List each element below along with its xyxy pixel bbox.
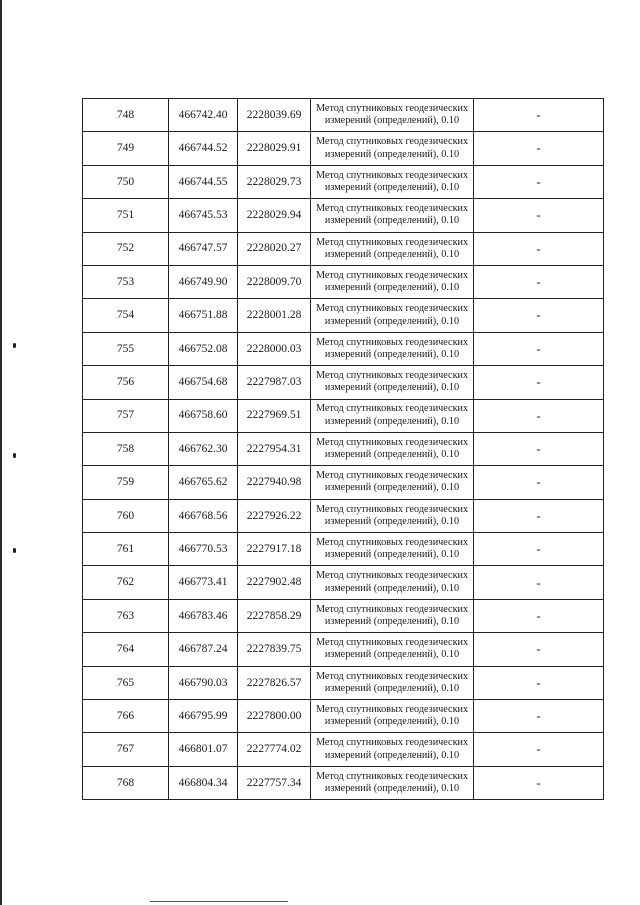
- point-number-cell: 766: [83, 700, 169, 733]
- y-coordinate-cell: 2227969.51: [238, 399, 311, 432]
- point-number-cell: 758: [83, 432, 169, 465]
- y-coordinate-cell: 2227902.48: [238, 566, 311, 599]
- table-row: [83, 165, 604, 198]
- description-cell: -: [474, 132, 604, 165]
- table-row: [83, 299, 604, 332]
- table-row: [83, 132, 604, 165]
- y-coordinate-cell: 2227858.29: [238, 599, 311, 632]
- table-row: [83, 332, 604, 365]
- x-coordinate-cell: 466773.41: [169, 566, 238, 599]
- x-coordinate-cell: 466747.57: [169, 232, 238, 265]
- description-cell: -: [474, 733, 604, 766]
- method-cell: Метод спутниковых геодезических измерений (определений), 0.10: [311, 199, 474, 232]
- x-coordinate-cell: 466744.52: [169, 132, 238, 165]
- method-cell: Метод спутниковых геодезических измерений (определений), 0.10: [311, 633, 474, 666]
- y-coordinate-cell: 2227917.18: [238, 533, 311, 566]
- method-cell: Метод спутниковых геодезических измерений (определений), 0.10: [311, 399, 474, 432]
- y-coordinate-cell: 2228020.27: [238, 232, 311, 265]
- y-coordinate-cell: 2227774.02: [238, 733, 311, 766]
- x-coordinate-cell: 466762.30: [169, 432, 238, 465]
- method-cell: Метод спутниковых геодезических измерений (определений), 0.10: [311, 599, 474, 632]
- y-coordinate-cell: 2227800.00: [238, 700, 311, 733]
- point-number-cell: 763: [83, 599, 169, 632]
- point-number-cell: 753: [83, 265, 169, 298]
- table-row: [83, 533, 604, 566]
- description-cell: -: [474, 533, 604, 566]
- y-coordinate-cell: 2227940.98: [238, 466, 311, 499]
- x-coordinate-cell: 466758.60: [169, 399, 238, 432]
- footer-line: [150, 901, 288, 902]
- point-number-cell: 750: [83, 165, 169, 198]
- table-row: [83, 99, 604, 132]
- table-row: [83, 666, 604, 699]
- x-coordinate-cell: 466745.53: [169, 199, 238, 232]
- point-number-cell: 751: [83, 199, 169, 232]
- y-coordinate-cell: 2227757.34: [238, 766, 311, 799]
- description-cell: -: [474, 633, 604, 666]
- description-cell: -: [474, 265, 604, 298]
- y-coordinate-cell: 2228009.70: [238, 265, 311, 298]
- x-coordinate-cell: 466751.88: [169, 299, 238, 332]
- method-cell: Метод спутниковых геодезических измерений (определений), 0.10: [311, 766, 474, 799]
- method-cell: Метод спутниковых геодезических измерений (определений), 0.10: [311, 533, 474, 566]
- description-cell: -: [474, 99, 604, 132]
- y-coordinate-cell: 2228000.03: [238, 332, 311, 365]
- x-coordinate-cell: 466770.53: [169, 533, 238, 566]
- x-coordinate-cell: 466754.68: [169, 366, 238, 399]
- point-number-cell: 749: [83, 132, 169, 165]
- x-coordinate-cell: 466765.62: [169, 466, 238, 499]
- point-number-cell: 755: [83, 332, 169, 365]
- y-coordinate-cell: 2228039.69: [238, 99, 311, 132]
- margin-mark: [13, 343, 16, 348]
- description-cell: -: [474, 599, 604, 632]
- point-number-cell: 761: [83, 533, 169, 566]
- table-row: [83, 766, 604, 799]
- point-number-cell: 752: [83, 232, 169, 265]
- x-coordinate-cell: 466787.24: [169, 633, 238, 666]
- table-row: [83, 700, 604, 733]
- point-number-cell: 754: [83, 299, 169, 332]
- table-row: [83, 366, 604, 399]
- table-row: [83, 633, 604, 666]
- table-row: [83, 599, 604, 632]
- point-number-cell: 765: [83, 666, 169, 699]
- point-number-cell: 767: [83, 733, 169, 766]
- description-cell: -: [474, 332, 604, 365]
- description-cell: -: [474, 566, 604, 599]
- method-cell: Метод спутниковых геодезических измерений (определений), 0.10: [311, 232, 474, 265]
- x-coordinate-cell: 466783.46: [169, 599, 238, 632]
- method-cell: Метод спутниковых геодезических измерений (определений), 0.10: [311, 366, 474, 399]
- x-coordinate-cell: 466795.99: [169, 700, 238, 733]
- description-cell: -: [474, 700, 604, 733]
- y-coordinate-cell: 2227926.22: [238, 499, 311, 532]
- y-coordinate-cell: 2227826.57: [238, 666, 311, 699]
- y-coordinate-cell: 2228029.94: [238, 199, 311, 232]
- point-number-cell: 760: [83, 499, 169, 532]
- description-cell: -: [474, 199, 604, 232]
- method-cell: Метод спутниковых геодезических измерений (определений), 0.10: [311, 733, 474, 766]
- y-coordinate-cell: 2227839.75: [238, 633, 311, 666]
- table-body: [83, 99, 604, 800]
- point-number-cell: 756: [83, 366, 169, 399]
- margin-mark: [13, 548, 16, 553]
- method-cell: Метод спутниковых геодезических измерений (определений), 0.10: [311, 299, 474, 332]
- x-coordinate-cell: 466752.08: [169, 332, 238, 365]
- y-coordinate-cell: 2228029.91: [238, 132, 311, 165]
- description-cell: -: [474, 766, 604, 799]
- table-row: [83, 499, 604, 532]
- method-cell: Метод спутниковых геодезических измерений (определений), 0.10: [311, 432, 474, 465]
- description-cell: -: [474, 432, 604, 465]
- x-coordinate-cell: 466744.55: [169, 165, 238, 198]
- description-cell: -: [474, 232, 604, 265]
- x-coordinate-cell: 466742.40: [169, 99, 238, 132]
- table-row: [83, 199, 604, 232]
- description-cell: -: [474, 399, 604, 432]
- method-cell: Метод спутниковых геодезических измерений (определений), 0.10: [311, 165, 474, 198]
- x-coordinate-cell: 466801.07: [169, 733, 238, 766]
- description-cell: -: [474, 366, 604, 399]
- point-number-cell: 757: [83, 399, 169, 432]
- method-cell: Метод спутниковых геодезических измерений (определений), 0.10: [311, 566, 474, 599]
- page-edge: [0, 0, 2, 905]
- point-number-cell: 762: [83, 566, 169, 599]
- y-coordinate-cell: 2227954.31: [238, 432, 311, 465]
- method-cell: Метод спутниковых геодезических измерений (определений), 0.10: [311, 700, 474, 733]
- method-cell: Метод спутниковых геодезических измерений (определений), 0.10: [311, 666, 474, 699]
- y-coordinate-cell: 2228029.73: [238, 165, 311, 198]
- method-cell: Метод спутниковых геодезических измерений (определений), 0.10: [311, 332, 474, 365]
- x-coordinate-cell: 466768.56: [169, 499, 238, 532]
- table-row: [83, 399, 604, 432]
- method-cell: Метод спутниковых геодезических измерений (определений), 0.10: [311, 499, 474, 532]
- table-row: [83, 432, 604, 465]
- table-row: [83, 232, 604, 265]
- table-row: [83, 566, 604, 599]
- margin-mark: [13, 453, 16, 458]
- description-cell: -: [474, 499, 604, 532]
- y-coordinate-cell: 2227987.03: [238, 366, 311, 399]
- method-cell: Метод спутниковых геодезических измерений (определений), 0.10: [311, 132, 474, 165]
- table-row: [83, 733, 604, 766]
- description-cell: -: [474, 466, 604, 499]
- x-coordinate-cell: 466790.03: [169, 666, 238, 699]
- table-row: [83, 265, 604, 298]
- x-coordinate-cell: 466804.34: [169, 766, 238, 799]
- method-cell: Метод спутниковых геодезических измерений (определений), 0.10: [311, 466, 474, 499]
- point-number-cell: 748: [83, 99, 169, 132]
- method-cell: Метод спутниковых геодезических измерений (определений), 0.10: [311, 265, 474, 298]
- description-cell: -: [474, 299, 604, 332]
- y-coordinate-cell: 2228001.28: [238, 299, 311, 332]
- table-row: [83, 466, 604, 499]
- point-number-cell: 764: [83, 633, 169, 666]
- description-cell: -: [474, 666, 604, 699]
- point-number-cell: 759: [83, 466, 169, 499]
- x-coordinate-cell: 466749.90: [169, 265, 238, 298]
- description-cell: -: [474, 165, 604, 198]
- point-number-cell: 768: [83, 766, 169, 799]
- coordinates-table: [82, 98, 604, 800]
- method-cell: Метод спутниковых геодезических измерений (определений), 0.10: [311, 99, 474, 132]
